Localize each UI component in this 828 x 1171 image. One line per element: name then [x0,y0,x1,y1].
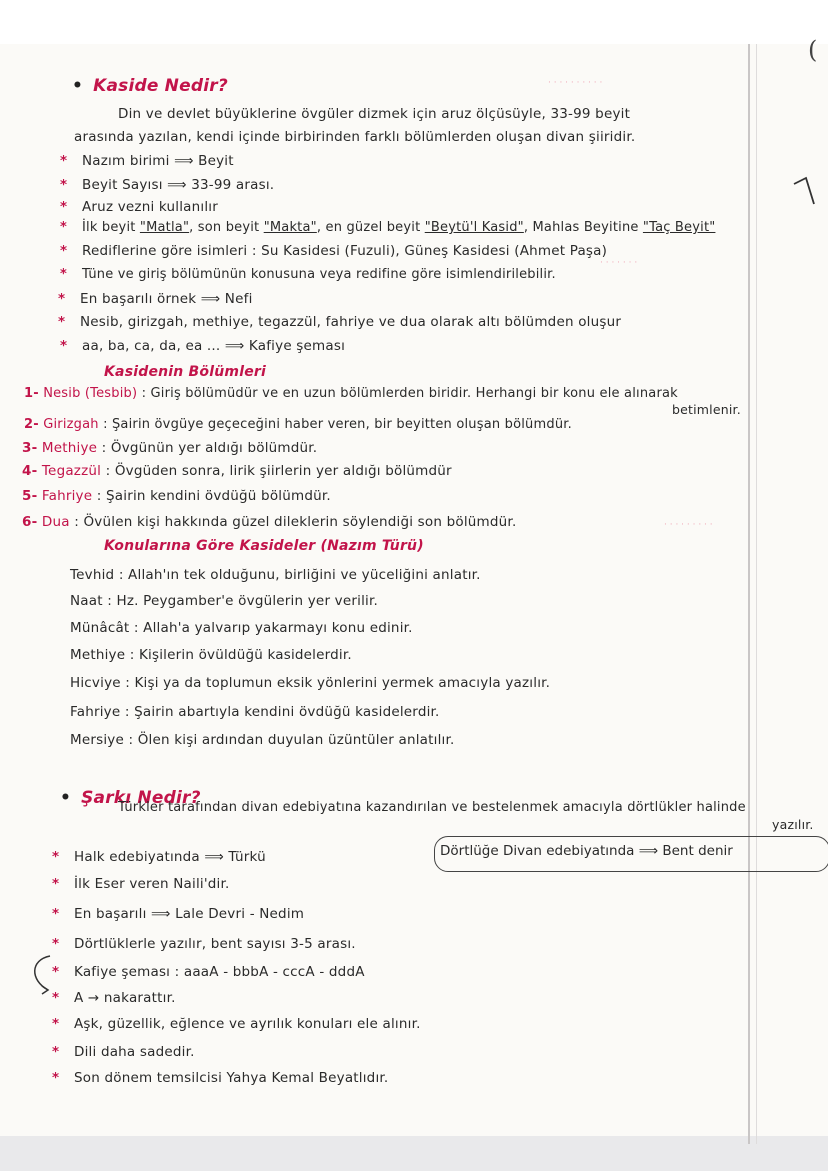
sarki-note [52,990,176,1006]
konu-item: Naat : Hz. Peygamber'e övgülerin yer verilir. [70,593,378,609]
bolum-desc: : Şairin kendini övdüğü bölümdür. [96,488,331,504]
kaside-note-text: Nazım birimi ⟹ Beyit [82,153,234,169]
kaside-note [58,291,253,307]
bolum-number: 5- [22,488,38,504]
bolum-name: Tegazzül [41,463,102,479]
star-bullet: * [58,291,66,307]
sarki-note-text: En başarılı ⟹ Lale Devri - Nedim [74,906,305,922]
bolum-item [24,417,572,432]
kaside-note-text: Nesib, girizgah, methiye, tegazzül, fahriye ve dua olarak altı bölümden oluşur [80,314,622,330]
kaside-note-text: aa, ba, ca, da, ea ... ⟹ Kafiye şeması [82,338,346,354]
sarki-note-text: İlk Eser veren Naili'dir. [74,876,230,892]
binding-line [748,44,750,1144]
bolum-item-continuation: betimlenir. [672,402,741,417]
star-bullet: * [52,876,60,892]
kaside-intro-line-2: arasında yazılan, kendi içinde birbirinden farklı bölümlerden oluşan divan şiiridir. [74,129,636,145]
star-bullet: * [60,153,68,169]
sarki-note [52,906,304,922]
ilk-beyit-mid: , son beyit [189,220,264,235]
bullet-dot: • [60,788,72,808]
bolum-number: 6- [22,514,38,530]
bolum-desc: : Giriş bölümüdür ve en uzun bölümlerden biridir. Herhangi bir konu ele alınarak [141,386,678,401]
sarki-note-text: Dili daha sadedir. [74,1044,195,1060]
ink-smudge: · · · · · · · · · [664,520,713,530]
kaside-note [60,338,345,354]
sarki-note-text: A → nakarattır. [74,990,176,1006]
ink-smudge: · · · · · · · [600,258,638,268]
sarki-note [52,1016,421,1032]
sarki-note [52,1070,388,1086]
sarki-intro-line-1: Türkler tarafından divan edebiyatına kazandırılan ve bestelenmek amacıyla dörtlükler halinde [118,800,746,815]
star-bullet: * [52,906,60,922]
kaside-title-text: Kaside Nedir? [93,76,228,96]
kaside-note [58,314,621,330]
bolum-desc: : Övgünün yer aldığı bölümdür. [101,440,318,456]
star-bullet: * [60,267,67,282]
bolum-number: 1- [24,386,39,401]
edge-bracket-mark: ( [808,36,818,64]
star-bullet: * [52,936,60,952]
kaside-note [60,177,274,193]
sarki-note [52,876,230,892]
beytul-kasid-term: "Beytü'l Kasid" [424,220,524,235]
bullet-dot: • [72,76,84,96]
star-bullet: * [52,990,60,1006]
konu-item: Methiye : Kişilerin övüldüğü kasidelerdir. [70,647,352,663]
star-bullet: * [60,177,68,193]
konu-item: Fahriye : Şairin abartıyla kendini övdüğü kasidelerdir. [70,704,440,720]
kaside-note-text: Tüne ve giriş bölümünün konusuna veya redifine göre isimlendirilebilir. [82,267,556,282]
kaside-note [60,267,556,282]
bolum-desc: : Şairin övgüye geçeceğini haber veren, bir beyitten oluşan bölümdür. [103,417,572,432]
kaside-redif-note [60,243,607,259]
sarki-note-text: Son dönem temsilcisi Yahya Kemal Beyatlıdır. [74,1070,389,1086]
kaside-intro-line-1: Din ve devlet büyüklerine övgüler dizmek için aruz ölçüsüyle, 33-99 beyit [118,106,631,122]
bolum-name: Methiye [41,440,98,456]
edge-pen-mark [792,176,820,206]
makta-term: "Makta" [263,220,317,235]
konu-item: Mersiye : Ölen kişi ardından duyulan üzüntüler anlatılır. [70,732,455,748]
kaside-redif-text: Rediflerine göre isimleri : Su Kasidesi (Fuzuli), Güneş Kasidesi (Ahmet Paşa) [82,243,608,259]
sarki-note-text: Halk edebiyatında ⟹ Türkü [74,849,266,865]
sarki-note [52,849,266,865]
star-bullet: * [52,1044,60,1060]
bolum-item [22,514,516,530]
star-bullet: * [52,964,60,980]
sarki-note [52,936,356,952]
kaside-note-text: Aruz vezni kullanılır [82,199,218,215]
kaside-note-text: En başarılı örnek ⟹ Nefi [80,291,253,307]
konu-item: Tevhid : Allah'ın tek olduğunu, birliğini ve yüceliğini anlatır. [70,567,481,583]
sarki-note [52,964,365,980]
star-bullet: * [60,199,68,215]
sarki-intro-line-2: yazılır. [772,817,814,832]
bent-note-text: Dörtlüğe Divan edebiyatında ⟹ Bent denir [440,843,733,859]
star-bullet: * [58,314,66,330]
bolumler-title: Kasidenin Bölümleri [104,364,266,380]
bolum-item [22,463,452,479]
kaside-note [60,199,218,215]
sarki-note [52,1044,195,1060]
bolum-desc: : Övgüden sonra, lirik şiirlerin yer aldığı bölümdür [105,463,452,479]
bolum-number: 3- [22,440,38,456]
ink-smudge: · · · · · · · · · · [548,78,603,88]
page-bottom-margin [0,1136,828,1171]
ilk-beyit-lead: İlk beyit [82,220,140,235]
sarki-note-text: Aşk, güzellik, eğlence ve ayrılık konuları ele alınır. [74,1016,421,1032]
ilk-beyit-note [60,220,715,235]
star-bullet: * [52,1016,60,1032]
binding-line-secondary [756,44,757,1144]
bolum-name: Nesib (Tesbib) [43,386,138,401]
star-bullet: * [60,338,68,354]
tac-beyit-term: "Taç Beyit" [642,220,716,235]
bolum-item [22,488,331,504]
bolum-name: Fahriye [41,488,93,504]
sarki-title-text: Şarkı Nedir? [81,788,201,808]
bolum-number: 4- [22,463,38,479]
star-bullet: * [52,849,60,865]
connector-arrow-icon [24,950,54,1000]
bolum-name: Dua [41,514,70,530]
konu-item: Münâcât : Allah'a yalvarıp yakarmayı konu edinir. [70,620,413,636]
bolum-name: Girizgah [43,417,99,432]
kaside-title [72,76,228,96]
bolum-number: 2- [24,417,39,432]
ilk-beyit-mid: , Mahlas Beyitine [523,220,643,235]
kaside-note [60,153,234,169]
konu-item: Hicviye : Kişi ya da toplumun eksik yönlerini yermek amacıyla yazılır. [70,675,551,691]
star-bullet: * [60,243,68,259]
ilk-beyit-mid: , en güzel beyit [316,220,425,235]
sarki-note-text: Dörtlüklerle yazılır, bent sayısı 3-5 arası. [74,936,356,952]
page-top-margin [0,0,828,44]
star-bullet: * [60,220,67,235]
bolum-item [24,386,678,401]
sarki-note-text: Kafiye şeması : aaaA - bbbA - cccA - dddA [74,964,365,980]
bolum-item [22,440,317,456]
kaside-note-text: Beyit Sayısı ⟹ 33-99 arası. [82,177,275,193]
star-bullet: * [52,1070,60,1086]
matla-term: "Matla" [139,220,190,235]
bolum-desc: : Övülen kişi hakkında güzel dileklerin söylendiği son bölümdür. [74,514,517,530]
konulari-title: Konularına Göre Kasideler (Nazım Türü) [104,538,424,554]
